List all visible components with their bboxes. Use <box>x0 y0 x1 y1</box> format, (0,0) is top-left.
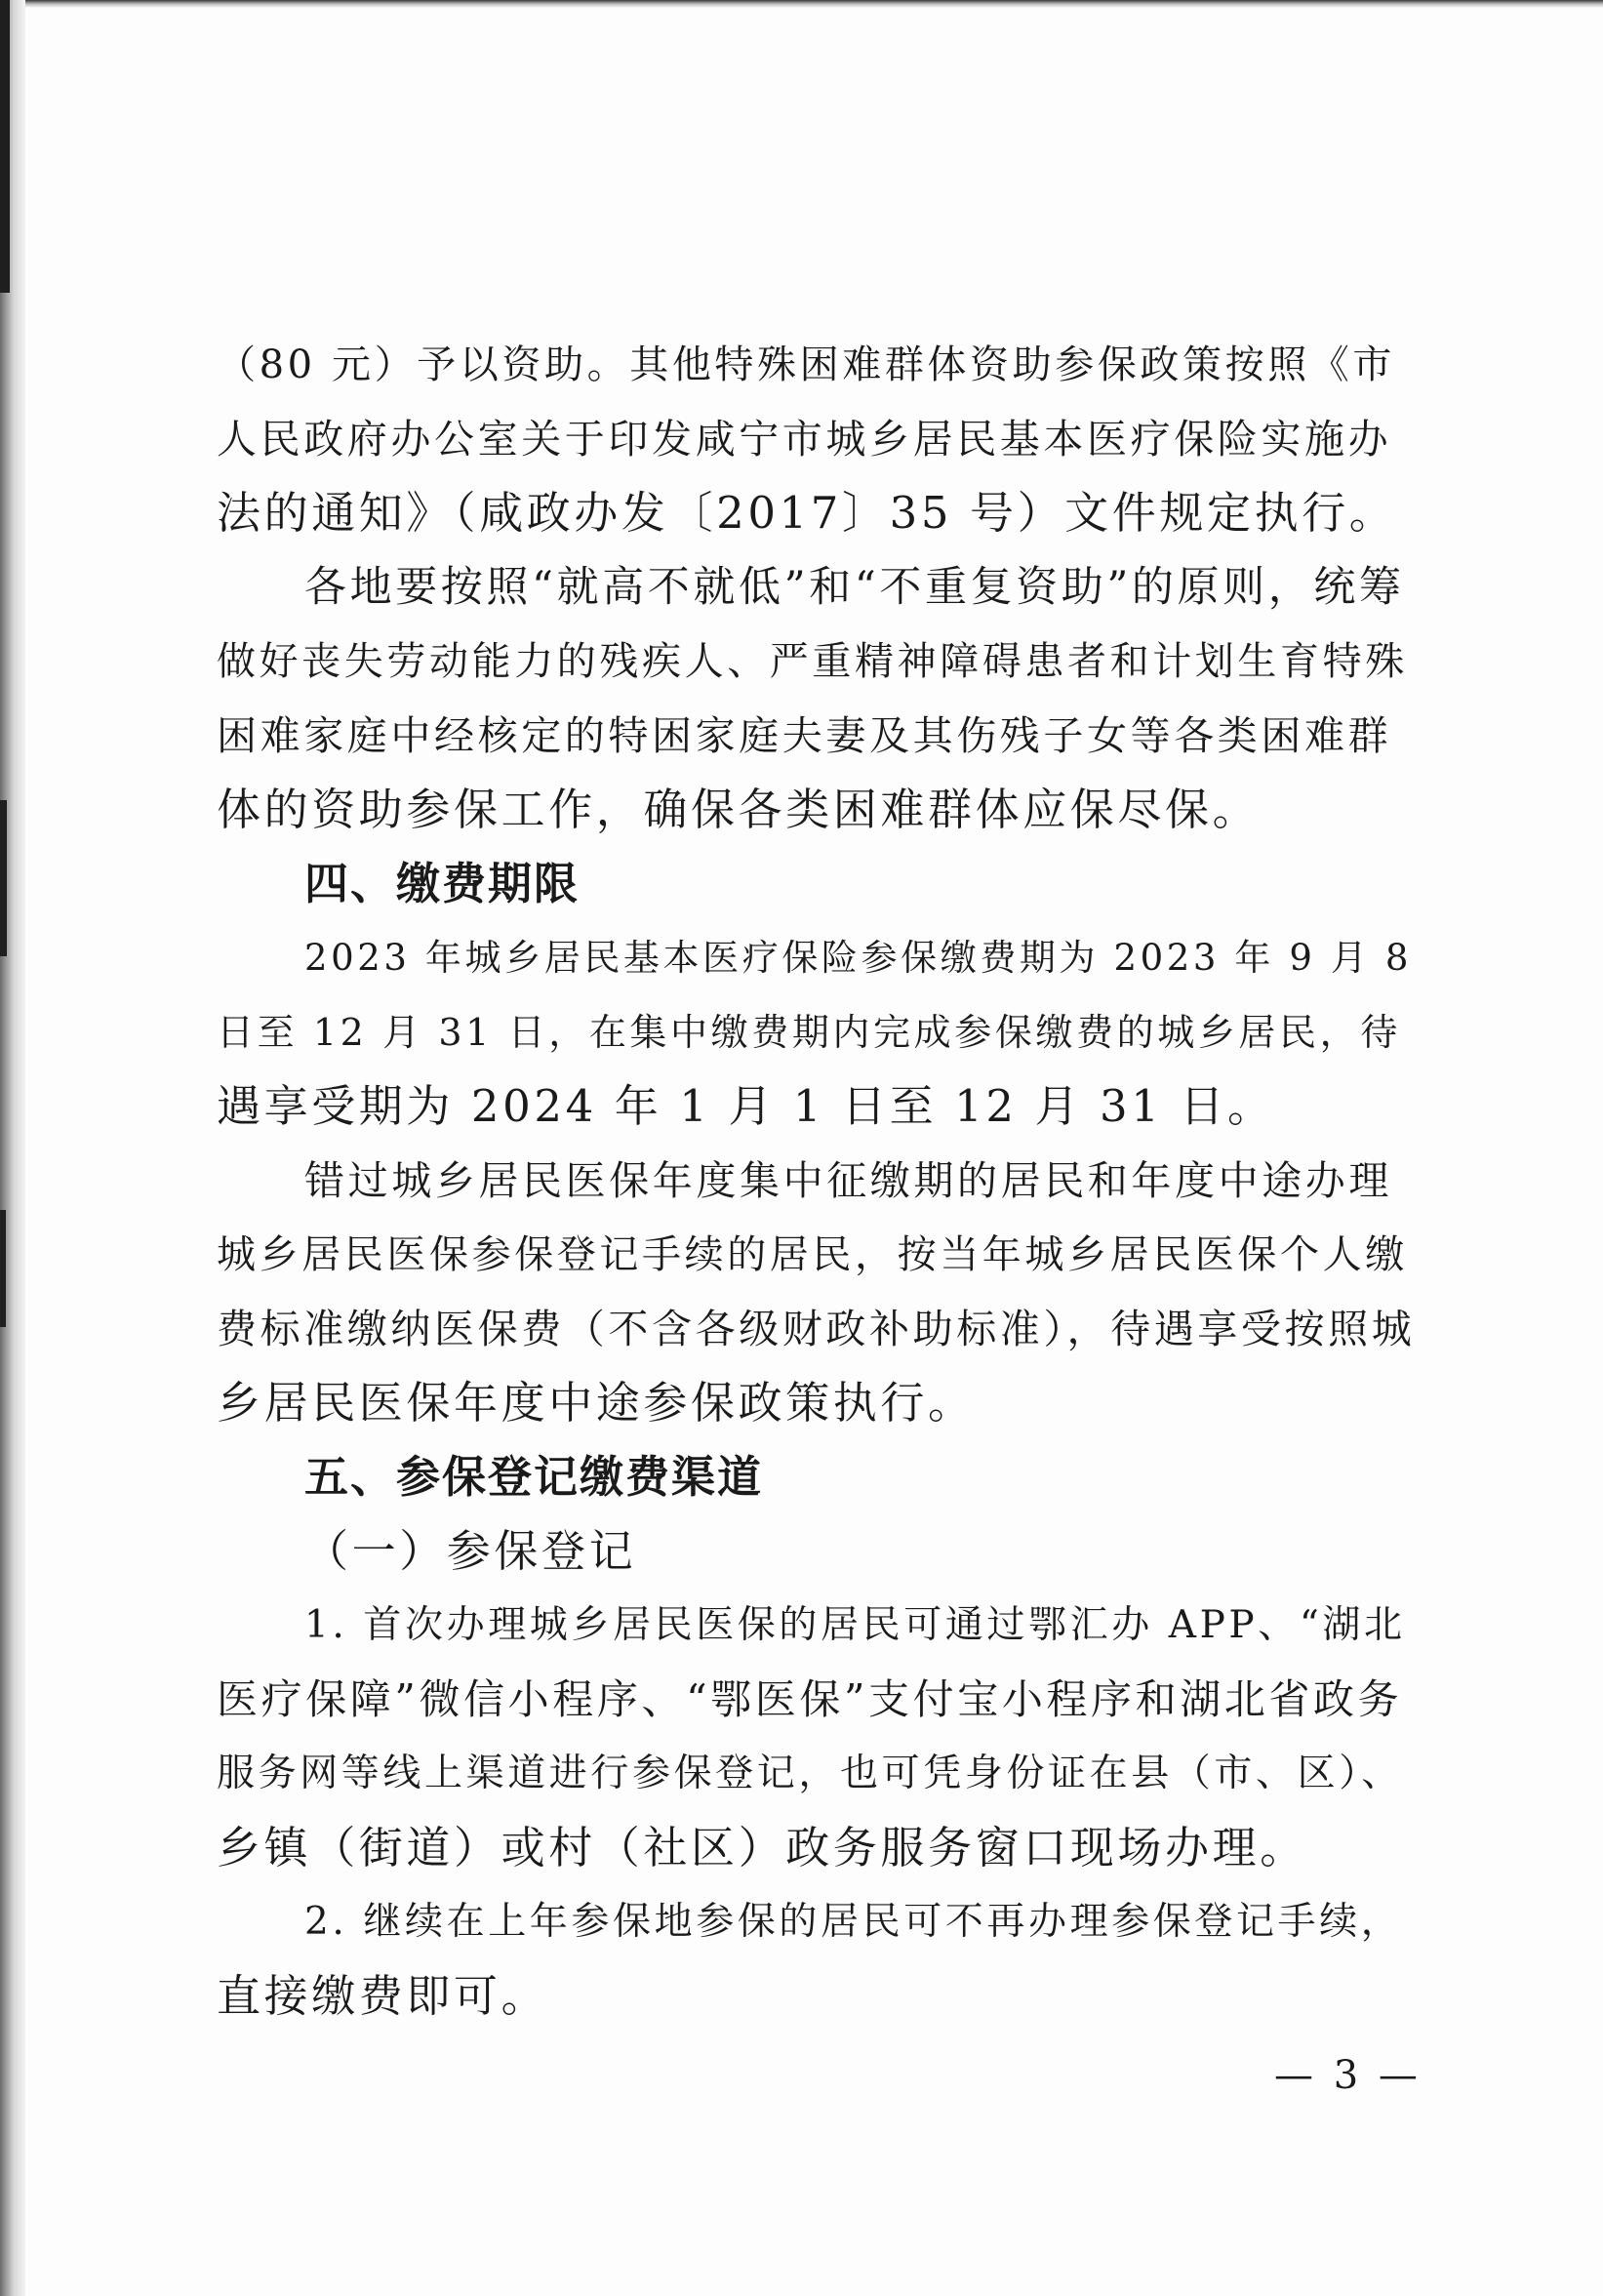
paragraph-start-line: 错过城乡居民医保年度集中征缴期的居民和年度中途办理 <box>304 1157 1392 1204</box>
body-line: 费标准缴纳医保费（不含各级财政补助标准），待遇享受按照城 <box>217 1306 1416 1352</box>
paragraph-start-line: 各地要按照“就高不就低”和“不重复资助”的原则，统筹 <box>304 563 1405 612</box>
paragraph-start-line: 2. 继续在上年参保地参保的居民可不再办理参保登记手续， <box>304 1900 1403 1944</box>
body-line: 乡居民医保年度中途参保政策执行。 <box>217 1377 976 1429</box>
body-line: 日至 12 月 31 日，在集中缴费期内完成参保缴费的城乡居民，待 <box>217 1011 1401 1054</box>
body-line: 做好丧失劳动能力的残疾人、严重精神障碍患者和计划生育特殊 <box>217 639 1408 684</box>
paragraph-start-line: 2023 年城乡居民基本医疗保险参保缴费期为 2023 年 9 月 8 <box>304 937 1412 979</box>
body-line: 服务网等线上渠道进行参保登记，也可凭身份证在县（市、区）、 <box>217 1752 1403 1795</box>
body-line: 人民政府办公室关于印发咸宁市城乡居民基本医疗保险实施办 <box>217 416 1392 463</box>
body-line: 直接缴费即可。 <box>217 1970 549 2022</box>
body-line: 乡镇（街道）或村（社区）政务服务窗口现场办理。 <box>217 1822 1307 1873</box>
section-heading-registration-channels: 五、参保登记缴费渠道 <box>304 1451 764 1503</box>
section-heading-payment-period: 四、缴费期限 <box>304 858 581 909</box>
scan-left-shadow <box>0 0 10 293</box>
body-line: 城乡居民医保参保登记手续的居民，按当年城乡居民医保个人缴 <box>217 1232 1408 1277</box>
scan-left-shadow <box>0 1210 6 1327</box>
body-line: 法的通知》（咸政办发〔2017〕35 号）文件规定执行。 <box>217 487 1397 539</box>
page-number: — 3 — <box>1274 2053 1422 2098</box>
subsection-heading-registration: （一）参保登记 <box>304 1525 637 1577</box>
body-line: 医疗保障”微信小程序、“鄂医保”支付宝小程序和湖北省政务 <box>217 1675 1403 1723</box>
scan-left-shadow <box>0 800 7 956</box>
document-body <box>217 328 1415 2034</box>
scan-top-edge <box>0 0 1603 8</box>
body-line: 困难家庭中经核定的特困家庭夫妻及其伤残子女等各类困难群 <box>217 712 1392 759</box>
paragraph-start-line: 1. 首次办理城乡居民医保的居民可通过鄂汇办 APP、“湖北 <box>304 1603 1406 1647</box>
scan-left-edge <box>0 0 25 2296</box>
body-line: （80 元）予以资助。其他特殊困难群体资助参保政策按照《市 <box>217 342 1396 387</box>
body-line: 体的资助参保工作，确保各类困难群体应保尽保。 <box>217 784 1261 835</box>
body-line: 遇享受期为 2024 年 1 月 1 日至 12 月 31 日。 <box>217 1080 1275 1132</box>
